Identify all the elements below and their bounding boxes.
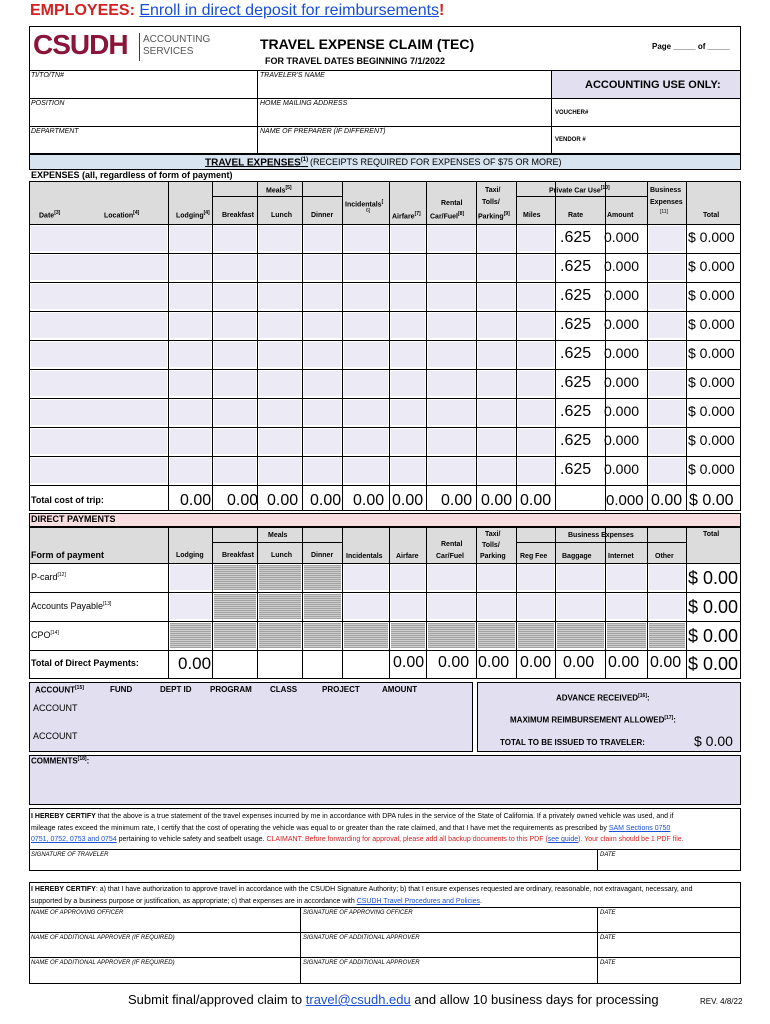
row-amount: 0.000 xyxy=(604,345,640,361)
travel-email-link[interactable]: travel@csudh.edu xyxy=(305,992,411,1007)
dp-row-total: $ 0.00 xyxy=(688,626,739,646)
row-total: $ 0.000 xyxy=(688,432,735,448)
dp-total-baggage: 0.00 xyxy=(563,654,595,671)
dp-total-regfee: 0.00 xyxy=(520,654,552,671)
account-col: ACCOUNT[15] xyxy=(35,685,84,695)
total-incidentals: 0.00 xyxy=(353,492,385,509)
class-col: CLASS xyxy=(270,685,298,694)
account-row-1[interactable]: ACCOUNT xyxy=(33,703,78,713)
row-total: $ 0.000 xyxy=(688,461,735,477)
sam-sections-link-2[interactable]: 0751, 0752, 0753 and 0754 xyxy=(31,836,117,843)
row-rate: .625 xyxy=(560,316,592,333)
additional-approver-signature-2[interactable]: SIGNATURE OF ADDITIONAL APPROVER xyxy=(303,960,420,966)
dp-col-total: Total xyxy=(703,531,720,538)
additional-approver-signature-1[interactable]: SIGNATURE OF ADDITIONAL APPROVER xyxy=(303,935,420,941)
col-location: Location[4] xyxy=(104,210,140,220)
banner-suffix: ! xyxy=(439,2,445,19)
expenses-title: TRAVEL EXPENSES$^{(1)}$ xyxy=(205,157,309,169)
row-total: $ 0.000 xyxy=(688,374,735,390)
row-rate: .625 xyxy=(560,461,592,478)
travel-policies-link[interactable]: CSUDH Travel Procedures and Policies xyxy=(356,897,481,905)
dp-total-rental: 0.00 xyxy=(438,654,470,671)
total-business: 0.00 xyxy=(651,492,683,509)
row-total: $ 0.000 xyxy=(688,403,735,419)
row-amount: 0.000 xyxy=(604,316,640,332)
logo-sub-2: SERVICES xyxy=(143,46,194,57)
total-lunch: 0.00 xyxy=(267,492,299,509)
total-dinner: 0.00 xyxy=(310,492,342,509)
banner-prefix: EMPLOYEES: xyxy=(30,2,135,19)
row-rate: .625 xyxy=(560,345,592,362)
dp-row-total: $ 0.00 xyxy=(688,568,739,588)
home-address-field[interactable]: HOME MAILING ADDRESS xyxy=(260,100,348,107)
direct-payments-bar xyxy=(29,513,741,527)
col-taxi-3: Parking[9] xyxy=(478,211,510,221)
row-rate: .625 xyxy=(560,229,592,246)
dept-col: DEPT ID xyxy=(160,685,192,694)
project-col: PROJECT xyxy=(322,685,360,694)
form-title: TRAVEL EXPENSE CLAIM (TEC) xyxy=(260,36,475,52)
total-taxi: 0.00 xyxy=(481,492,513,509)
comments-field[interactable] xyxy=(29,755,741,805)
amount-col: AMOUNT xyxy=(382,685,418,694)
direct-deposit-link[interactable]: Enroll in direct deposit for reimbursements xyxy=(139,2,440,19)
dp-col-lodging: Lodging xyxy=(176,552,204,559)
row-amount: 0.000 xyxy=(604,432,640,448)
col-rental-2: Car/Fuel[8] xyxy=(430,211,465,221)
form-subtitle: FOR TRAVEL DATES BEGINNING 7/1/2022 xyxy=(265,56,446,66)
dp-total-internet: 0.00 xyxy=(608,654,640,671)
comments-label: COMMENTS[18]: xyxy=(31,756,90,766)
dp-col-taxi-3: Parking xyxy=(480,553,506,560)
col-incidentals-sup-2: 6] xyxy=(366,208,371,214)
row-total: $ 0.000 xyxy=(688,287,735,303)
dp-col-airfare: Airfare xyxy=(396,553,419,560)
dp-col-internet: Internet xyxy=(608,553,634,560)
dp-col-dinner: Dinner xyxy=(311,552,334,559)
row-total: $ 0.000 xyxy=(688,258,735,274)
col-airfare: Airfare[7] xyxy=(392,211,421,221)
col-rental-1: Rental xyxy=(441,200,463,207)
dp-col-rental-1: Rental xyxy=(441,541,463,548)
preparer-field[interactable]: NAME OF PREPARER (IF DIFFERENT) xyxy=(260,128,386,135)
approver-date[interactable]: DATE xyxy=(600,910,616,916)
total-miles: 0.00 xyxy=(520,492,552,509)
expenses-note: (RECEIPTS REQUIRED FOR EXPENSES OF $75 OR MORE) xyxy=(310,157,562,167)
dp-col-incidentals: Incidentals xyxy=(346,553,383,560)
row-rate: .625 xyxy=(560,374,592,391)
additional-approver-name-2[interactable]: NAME OF ADDITIONAL APPROVER (IF REQUIRED) xyxy=(31,960,175,966)
row-amount: 0.000 xyxy=(604,403,640,419)
position-field[interactable]: POSITION xyxy=(31,100,65,107)
logo-divider xyxy=(139,33,140,61)
row-amount: 0.000 xyxy=(604,287,640,303)
footer-text: Submit final/approved claim to travel@csudh.edu and allow 10 business days for processing xyxy=(128,992,659,1007)
dp-col-rental-2: Car/Fuel xyxy=(436,553,465,560)
dp-total-taxi: 0.00 xyxy=(478,654,510,671)
col-lunch: Lunch xyxy=(271,212,292,219)
approver-signature[interactable]: SIGNATURE OF APPROVING OFFICER xyxy=(303,910,413,916)
additional-approver-name-1[interactable]: NAME OF ADDITIONAL APPROVER (IF REQUIRED) xyxy=(31,935,175,941)
row-amount: 0.000 xyxy=(604,374,640,390)
dp-total-lodging: 0.00 xyxy=(178,654,212,673)
col-amount: Amount xyxy=(607,212,634,219)
account-row-2[interactable]: ACCOUNT xyxy=(33,731,78,741)
dp-row-label: CPO[14] xyxy=(31,630,59,640)
row-total: $ 0.000 xyxy=(688,316,735,332)
traveler-name-field[interactable]: TRAVELER'S NAME xyxy=(260,72,325,79)
col-total: Total xyxy=(703,212,720,219)
advance-received: ADVANCE RECEIVED[16]: xyxy=(556,693,650,703)
row-rate: .625 xyxy=(560,432,592,449)
page-number[interactable]: Page _____ of _____ xyxy=(652,42,730,51)
revision: REV. 4/8/22 xyxy=(700,997,743,1006)
program-col: PROGRAM xyxy=(210,685,252,694)
dp-total-other: 0.00 xyxy=(650,654,682,671)
col-rate: Rate xyxy=(568,212,584,219)
col-business-1: Business xyxy=(650,187,682,194)
col-date: Date[3] xyxy=(39,210,61,220)
row-rate: .625 xyxy=(560,403,592,420)
banner xyxy=(30,3,444,19)
fund-col: FUND xyxy=(110,685,133,694)
row-amount: 0.000 xyxy=(604,461,640,477)
row-total: $ 0.000 xyxy=(688,229,735,245)
dp-row-label: P-card[12] xyxy=(31,572,66,582)
dp-col-taxi-1: Taxi/ xyxy=(485,531,501,538)
total-rental: 0.00 xyxy=(441,492,473,509)
expenses-section: EXPENSES (all, regardless of form of payment) xyxy=(31,170,233,180)
dp-col-breakfast: Breakfast xyxy=(222,552,254,559)
logo-sub-1: ACCOUNTING xyxy=(143,34,211,45)
dp-col-other: Other xyxy=(655,553,674,560)
row-amount: 0.000 xyxy=(604,258,640,274)
row-rate: .625 xyxy=(560,258,592,275)
certify-traveler-text: I HEREBY CERTIFY that the above is a true statement of the travel expenses incurred by me in accordance with DPA rules in the service of the State of California. If a privately owned vehicle was used, and if mileage rates exceed the minimum rate, I certify that the cost of operating the vehicle was equal to or greater than the rate claimed, and that I have met the requirements as prescribed by SAM Sections 0750 0751, 0752, 0753 and 0754 pertaining to vehicle safety and seatbelt usage. CLAIMANT: Before forwarding for approval, please add all backup documents to this PDF (see guide). Your claim should be 1 PDF file. xyxy=(31,813,684,843)
traveler-date[interactable]: DATE xyxy=(600,852,616,858)
dp-total-label: Total of Direct Payments: xyxy=(31,658,139,668)
col-meals: Meals[5] xyxy=(266,185,292,195)
voucher-field[interactable]: VOUCHER# xyxy=(555,110,589,116)
max-reimbursement: MAXIMUM REIMBURSEMENT ALLOWED[17]: xyxy=(510,715,676,725)
col-private-car: Private Car Use[10] xyxy=(549,185,610,195)
dp-total-overall: $ 0.00 xyxy=(688,654,739,674)
total-airfare: 0.00 xyxy=(392,492,424,509)
row-amount: 0.000 xyxy=(604,229,640,245)
col-taxi-2: Tolls/ xyxy=(482,199,500,206)
dp-row-label: Accounts Payable[13] xyxy=(31,601,112,611)
csudh-logo: CSUDH xyxy=(33,29,128,60)
dp-col-baggage: Baggage xyxy=(562,553,592,560)
dp-col-taxi-2: Tolls/ xyxy=(482,542,500,549)
col-breakfast: Breakfast xyxy=(222,212,254,219)
ti-field[interactable]: TI/TO/TN# xyxy=(31,72,64,79)
additional-approver-date-2[interactable]: DATE xyxy=(600,960,616,966)
col-business-sup: [11] xyxy=(660,209,668,215)
dp-col-form: Form of payment xyxy=(31,550,105,560)
total-amount: 0.000 xyxy=(606,492,644,509)
additional-approver-date-1[interactable]: DATE xyxy=(600,935,616,941)
accounting-title: ACCOUNTING USE ONLY: xyxy=(585,79,721,91)
row-total: $ 0.000 xyxy=(688,345,735,361)
col-incidentals: Incidentals[ xyxy=(345,199,384,209)
col-taxi-1: Taxi/ xyxy=(485,187,501,194)
certify-approver-text: I HEREBY CERTIFY: a) that I have authorization to approve travel in accordance with the CSUDH Signature Authority; b) that I ensure expenses requested are ordinary, reasonable, not extravagant, necessary, and supported by a business purpose or justification, as appropriate; c) that expenses are in accordance with CSUDH Travel Procedures and Policies. xyxy=(31,886,693,905)
col-dinner: Dinner xyxy=(311,212,334,219)
sam-sections-link[interactable]: SAM Sections 0750 xyxy=(608,824,671,832)
vendor-field[interactable]: VENDOR # xyxy=(555,137,586,143)
dp-col-meals: Meals xyxy=(268,532,288,539)
traveler-signature[interactable]: SIGNATURE OF TRAVELER xyxy=(31,852,109,858)
total-cost-label: Total cost of trip: xyxy=(31,495,104,505)
col-lodging: Lodging[4] xyxy=(176,210,210,220)
total-overall: $ 0.00 xyxy=(689,492,734,509)
col-miles: Miles xyxy=(523,212,541,219)
dp-col-regfee: Reg Fee xyxy=(520,553,548,560)
approver-name[interactable]: NAME OF APPROVING OFFICER xyxy=(31,910,124,916)
dp-col-business: Business Expenses xyxy=(568,532,634,539)
row-rate: .625 xyxy=(560,287,592,304)
total-breakfast: 0.00 xyxy=(227,492,259,509)
total-to-traveler-value: $ 0.00 xyxy=(694,733,733,749)
dp-col-lunch: Lunch xyxy=(271,552,292,559)
direct-payments-title: DIRECT PAYMENTS xyxy=(31,514,116,524)
total-lodging: 0.00 xyxy=(180,492,212,509)
see-guide-link[interactable]: see guide xyxy=(547,836,579,843)
dp-total-airfare: 0.00 xyxy=(393,654,425,671)
dp-row-total: $ 0.00 xyxy=(688,597,739,617)
department-field[interactable]: DEPARTMENT xyxy=(31,128,79,135)
col-business-2: Expenses xyxy=(650,199,683,206)
total-to-traveler: TOTAL TO BE ISSUED TO TRAVELER: xyxy=(500,738,645,747)
